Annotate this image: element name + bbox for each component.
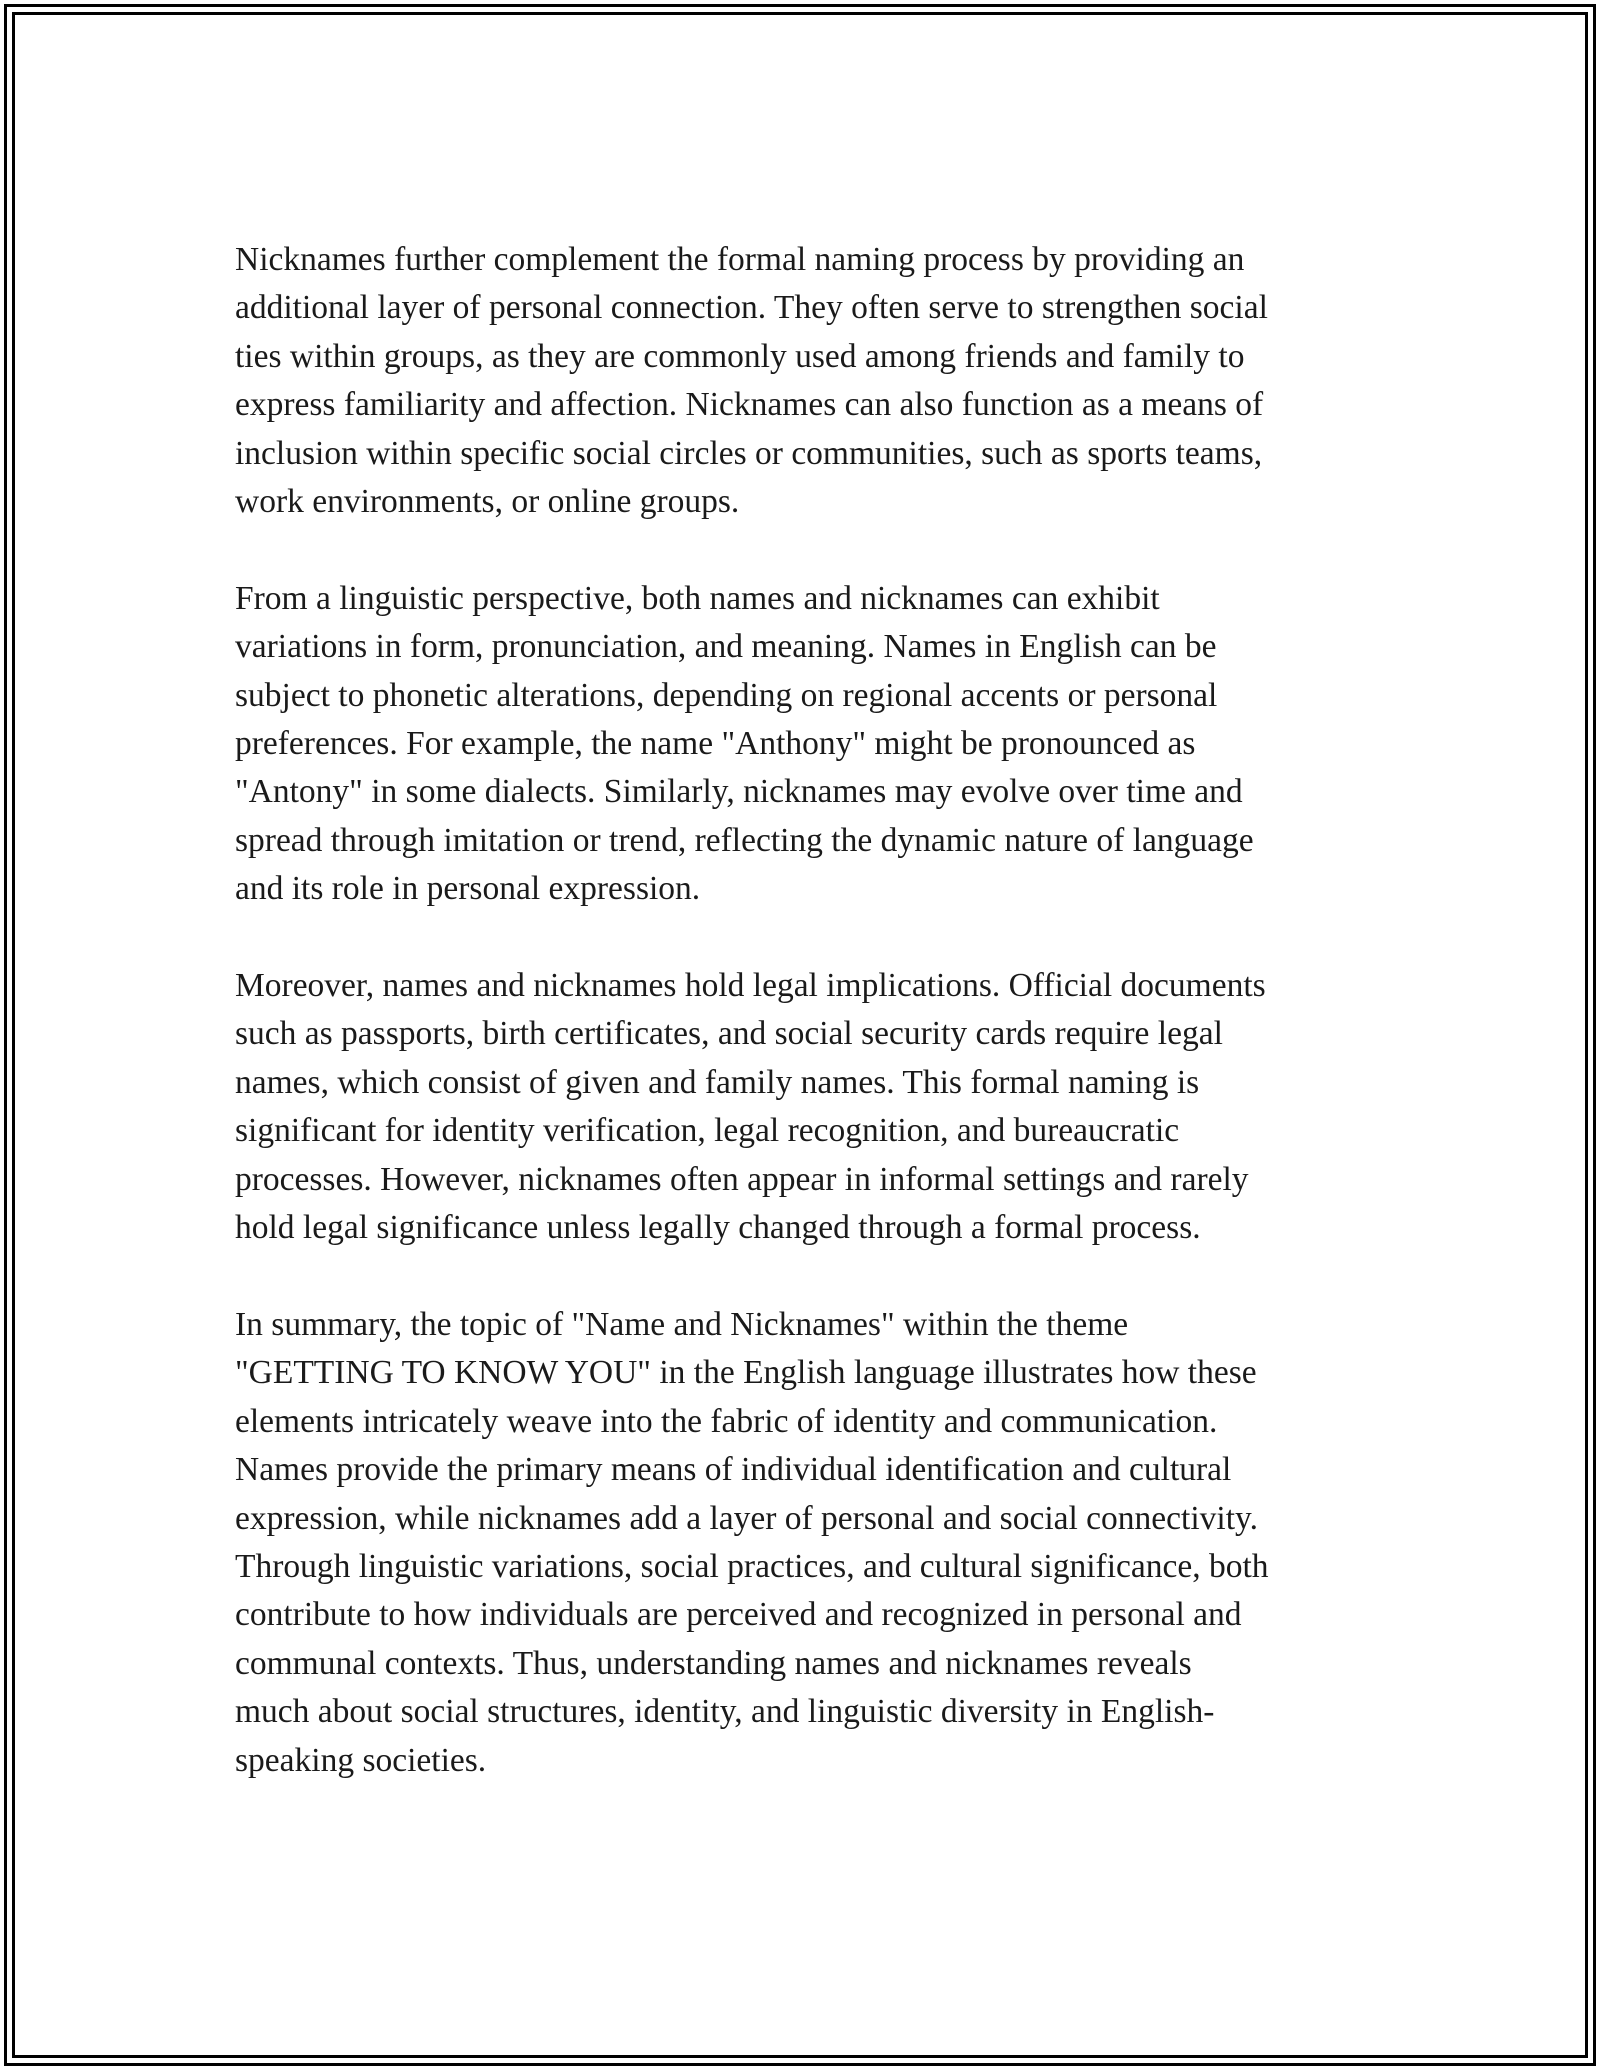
- paragraph-nicknames-connection: Nicknames further complement the formal naming process by providing an additional layer of personal connection. They often serve to strengthen social ties within groups, as they are commonly used among friends and family to express familiarity and affection. Nicknames can also function as a means of inclusion within specific social circles or communities, such as sports teams, work environments, or online groups.: [235, 241, 1268, 521]
- paragraph-linguistic-perspective: From a linguistic perspective, both names and nicknames can exhibit variations in form, pronunciation, and meaning. Names in English can be subject to phonetic alterations, depending on regional accents or personal preferences. For example, the name "Anthony" might be pronounced as "Antony" in some dialects. Similarly, nicknames may evolve over time and spread through imitation or trend, reflecting the dynamic nature of language and its role in personal expression.: [235, 579, 1254, 908]
- document-body: [235, 236, 1375, 1833]
- paragraph-summary: In summary, the topic of "Name and Nicknames" within the theme "GETTING TO KNOW YOU" in the English language illustrates how these elements intricately weave into the fabric of identity and communication. Names provide the primary means of individual identification and cultural expression, while nicknames add a layer of personal and social connectivity. Through linguistic variations, social practices, and cultural significance, both contribute to how individuals are perceived and recognized in personal and communal contexts. Thus, understanding names and nicknames reveals much about social structures, identity, and linguistic diversity in English- speaking societies.: [235, 1305, 1269, 1779]
- paragraph-legal-implications: Moreover, names and nicknames hold legal implications. Official documents such as passports, birth certificates, and social security cards require legal names, which consist of given and family names. This formal naming is significant for identity verification, legal recognition, and bureaucratic processes. However, nicknames often appear in informal settings and rarely hold legal significance unless legally changed through a formal process.: [235, 967, 1266, 1247]
